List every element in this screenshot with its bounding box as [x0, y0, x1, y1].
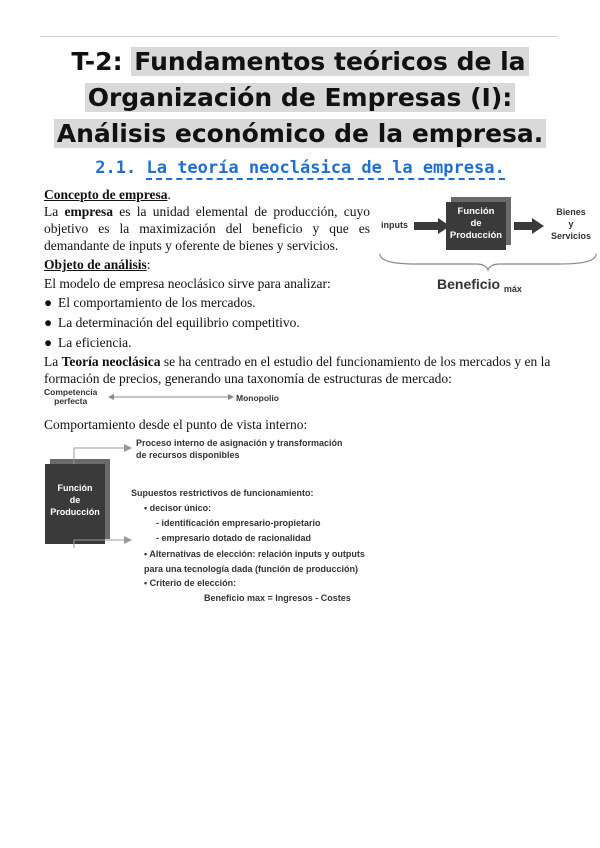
monopolio-label: Monopolio: [236, 393, 279, 403]
interno-text: Comportamiento desde el punto de vista interno:: [44, 417, 308, 432]
inputs-arrow-icon: [414, 218, 450, 234]
top-rule: [40, 36, 558, 37]
decisor-item: • decisor único:: [144, 503, 212, 513]
function-box-2: Función de Producción: [45, 464, 105, 544]
objeto-heading: Objeto de análisis:: [44, 257, 151, 272]
teoria-paragraph: La Teoría neoclásica se ha centrado en el estudio del funcionamiento de los mercados y en la formación de precios, generando una taxonomía de estructuras de mercado:: [44, 354, 551, 386]
list-item: ● El comportamiento de los mercados.: [44, 295, 256, 310]
concepto-paragraph: La empresa es la unidad elemental de producción, cuyo objetivo es la maximización del beneficio y que es demandante de inputs y oferente de bienes y servicios.: [44, 204, 370, 253]
benefit-label: Beneficio $_{máx}$: [437, 276, 522, 294]
proceso-text: Proceso interno de asignación y transformación de recursos disponibles: [136, 438, 343, 460]
connector-arrows-icon: [60, 432, 136, 562]
criterio-item: • Criterio de elección:: [144, 578, 237, 588]
section-number: 2.1.: [95, 158, 137, 178]
title-line-1: Fundamentos teóricos de la: [131, 47, 528, 76]
brace-icon: [376, 252, 600, 272]
competencia-label: Competencia perfecta: [44, 387, 98, 406]
supuestos-heading: Supuestos restrictivos de funcionamiento:: [131, 488, 314, 498]
decisor-sub-a: - identificación empresario-propietario: [156, 518, 321, 528]
alternativas-item: • Alternativas de elección: relación inputs y outputs para una tecnología dada (función de producción): [144, 549, 365, 574]
title-line-2: Organización de Empresas (I):: [85, 83, 516, 112]
list-item: ● La determinación del equilibrio competitivo.: [44, 315, 300, 330]
page-title: [0, 44, 600, 152]
objeto-intro: El modelo de empresa neoclásico sirve para analizar:: [44, 276, 331, 291]
concepto-heading: Concepto de empresa.: [44, 187, 171, 202]
outputs-label: Bienes y Servicios: [550, 207, 592, 241]
inputs-label: inputs: [381, 220, 408, 230]
list-item: ● La eficiencia.: [44, 335, 132, 350]
outputs-arrow-icon: [514, 218, 544, 234]
function-box: Función de Producción: [446, 202, 506, 250]
title-line-3: Análisis económico de la empresa.: [54, 119, 547, 148]
section-title: La teoría neoclásica de la empresa.: [146, 158, 505, 178]
double-arrow-icon: [108, 393, 234, 401]
decisor-sub-b: - empresario dotado de racionalidad: [156, 533, 312, 543]
formula-text: Beneficio max = Ingresos - Costes: [204, 593, 351, 603]
title-prefix: T-2:: [71, 47, 123, 76]
section-heading: [0, 158, 600, 178]
